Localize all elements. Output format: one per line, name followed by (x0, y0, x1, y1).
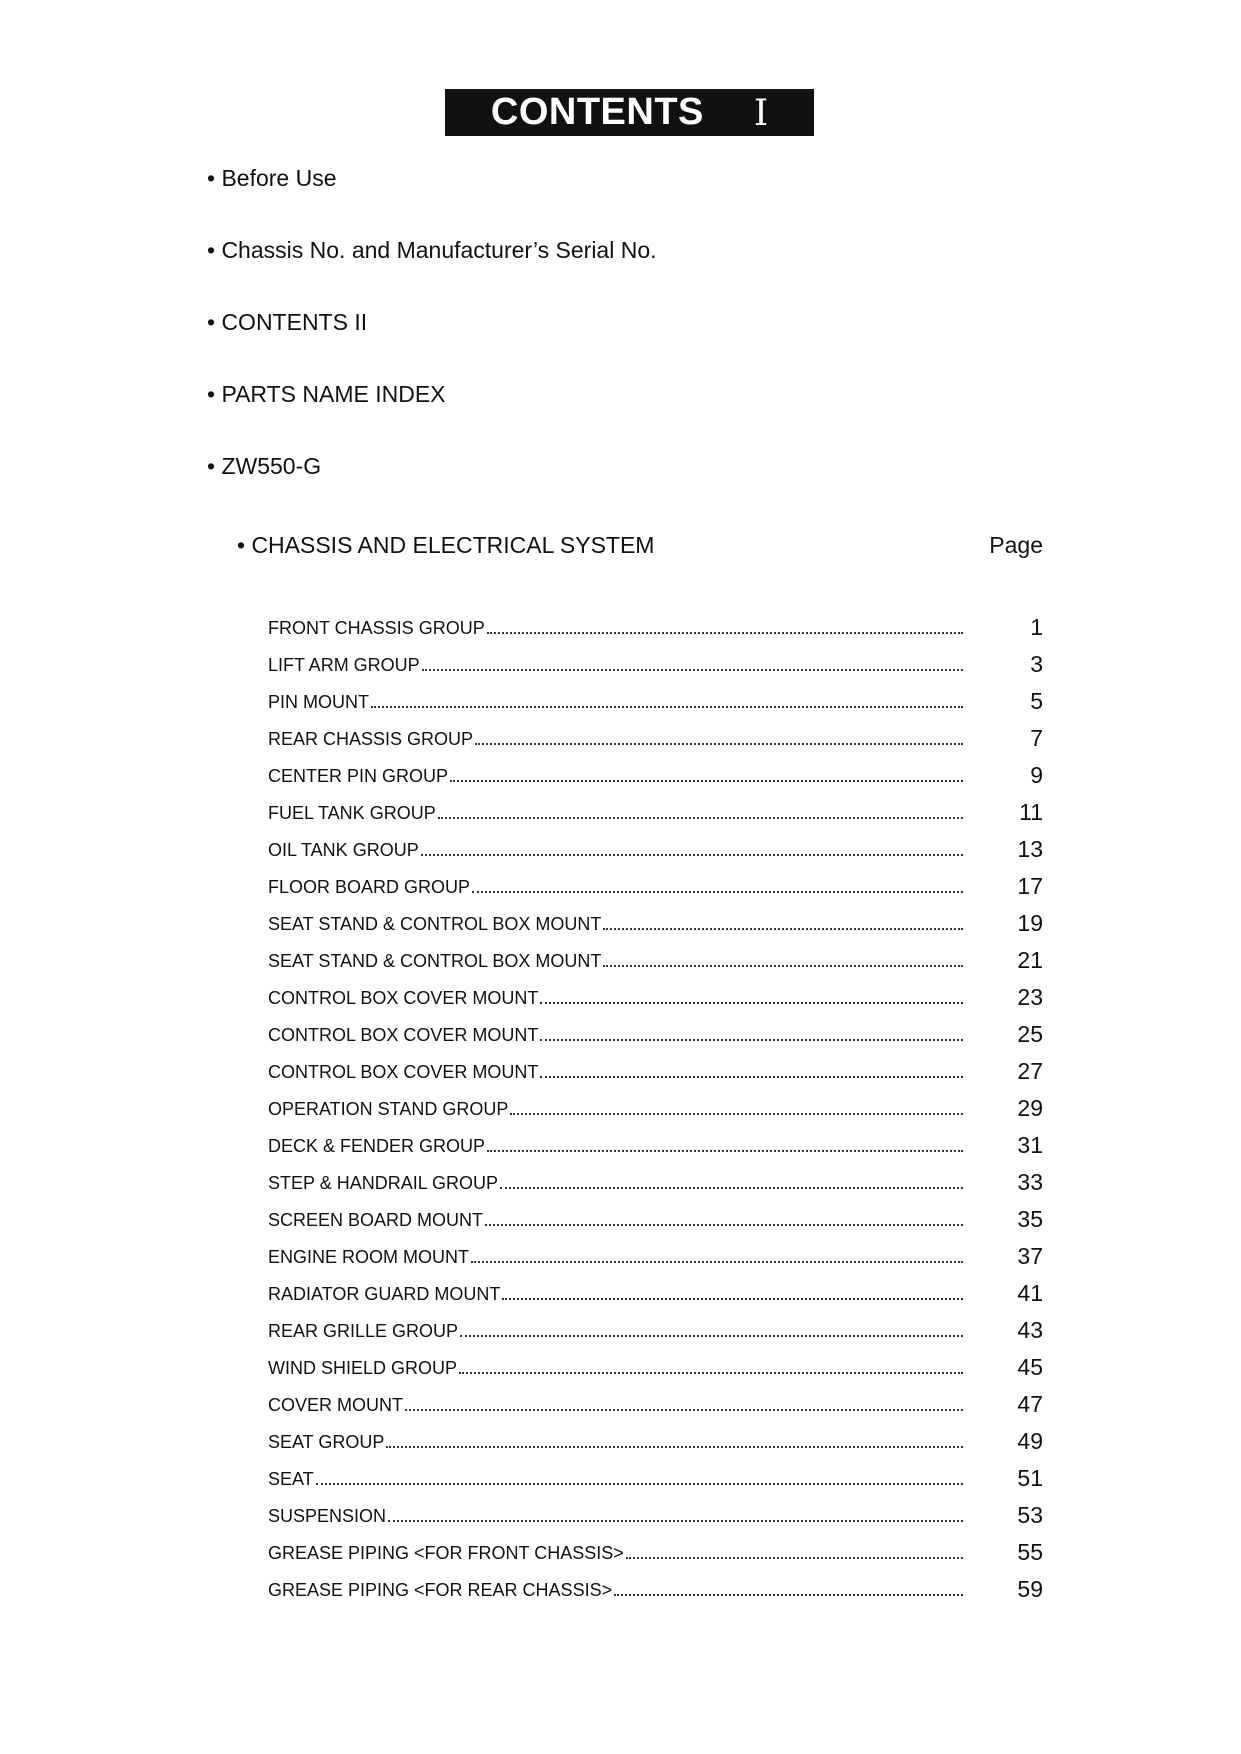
toc-entry[interactable] (268, 1416, 1043, 1453)
toc-link-contents-ii[interactable]: • CONTENTS II (207, 309, 368, 335)
toc-entry[interactable] (268, 1009, 1043, 1046)
toc-entry-page: 23 (1017, 984, 1043, 1010)
page-column-heading: Page (989, 532, 1043, 558)
toc-entry[interactable] (268, 1083, 1043, 1120)
toc-entry-label: LIFT ARM GROUP (268, 655, 420, 675)
dot-leader (475, 743, 963, 745)
toc-entry-label: FRONT CHASSIS GROUP (268, 618, 485, 638)
dot-leader (460, 1335, 963, 1337)
toc-entry[interactable] (268, 1453, 1043, 1490)
toc-entry-label: CONTROL BOX COVER MOUNT (268, 1025, 539, 1045)
toc-entry-label: ENGINE ROOM MOUNT (268, 1247, 469, 1267)
dot-leader (485, 1224, 963, 1226)
dot-leader (450, 780, 963, 782)
toc-entry-label: COVER MOUNT (268, 1395, 403, 1415)
toc-entry[interactable] (268, 972, 1043, 1009)
toc-entry-page: 47 (1017, 1391, 1043, 1417)
toc-entry[interactable] (268, 1527, 1043, 1564)
toc-link-chassis-serial[interactable]: • Chassis No. and Manufacturer’s Serial No. (207, 237, 657, 263)
dot-leader (316, 1483, 963, 1485)
dot-leader (626, 1557, 963, 1559)
toc-entry-label: SUSPENSION (268, 1506, 387, 1526)
dot-leader (487, 632, 963, 634)
toc-entry-page: 29 (1017, 1095, 1043, 1121)
toc-entry-label: FLOOR BOARD GROUP (268, 877, 471, 897)
toc-entry-label: PIN MOUNT (268, 692, 369, 712)
toc-entry-page: 55 (1017, 1539, 1043, 1565)
dot-leader (540, 1039, 963, 1041)
toc-entry[interactable] (268, 787, 1043, 824)
page-title: CONTENTS (490, 91, 704, 133)
toc-entry-page: 17 (1017, 873, 1043, 899)
dot-leader (471, 1261, 963, 1263)
toc-entry-page: 3 (1030, 651, 1043, 677)
toc-entry-page: 33 (1017, 1169, 1043, 1195)
toc-entry-label: WIND SHIELD GROUP (268, 1358, 458, 1378)
dot-leader (502, 1298, 963, 1300)
toc-entry[interactable] (268, 861, 1043, 898)
toc-entry-label: SEAT GROUP (268, 1432, 385, 1452)
dot-leader (603, 928, 963, 930)
toc-entry-label: FUEL TANK GROUP (268, 803, 436, 823)
toc-entry[interactable] (268, 639, 1043, 676)
toc-entry[interactable] (268, 1231, 1043, 1268)
toc-entry-label: SEAT (268, 1469, 314, 1489)
toc-entry-page: 53 (1017, 1502, 1043, 1528)
toc-entry-label: RADIATOR GUARD MOUNT (268, 1284, 501, 1304)
toc-entry-page: 43 (1017, 1317, 1043, 1343)
toc-entry-label: SCREEN BOARD MOUNT (268, 1210, 484, 1230)
toc-entry-page: 35 (1017, 1206, 1043, 1232)
dot-leader (472, 891, 963, 893)
toc-link-before-use[interactable]: • Before Use (207, 165, 337, 191)
dot-leader (540, 1002, 963, 1004)
toc-entry[interactable] (268, 676, 1043, 713)
dot-leader (510, 1113, 963, 1115)
toc-entry[interactable] (268, 898, 1043, 935)
toc-entry-label: DECK & FENDER GROUP (268, 1136, 486, 1156)
toc-entry-label: GREASE PIPING <FOR FRONT CHASSIS> (268, 1543, 624, 1563)
toc-entry-page: 41 (1017, 1280, 1043, 1306)
toc-entry[interactable] (268, 1157, 1043, 1194)
toc-entry[interactable] (268, 1564, 1043, 1601)
toc-entry-label: OIL TANK GROUP (268, 840, 419, 860)
dot-leader (614, 1594, 963, 1596)
dot-leader (422, 669, 963, 671)
toc-entry[interactable] (268, 1490, 1043, 1527)
toc-entry-label: SEAT STAND & CONTROL BOX MOUNT (268, 914, 602, 934)
dot-leader (540, 1076, 963, 1078)
dot-leader (371, 706, 963, 708)
toc-entry[interactable] (268, 1342, 1043, 1379)
toc-entry-page: 51 (1017, 1465, 1043, 1491)
toc-entry[interactable] (268, 1268, 1043, 1305)
toc-entry-page: 59 (1017, 1576, 1043, 1602)
toc-entry-label: STEP & HANDRAIL GROUP (268, 1173, 499, 1193)
toc-entry-label: REAR GRILLE GROUP (268, 1321, 459, 1341)
dot-leader (405, 1409, 963, 1411)
page-title-numeral: Ⅰ (753, 92, 769, 133)
toc-entry-page: 7 (1030, 725, 1043, 751)
toc-entry[interactable] (268, 1046, 1043, 1083)
toc-entry-page: 25 (1017, 1021, 1043, 1047)
toc-entry-label: CENTER PIN GROUP (268, 766, 449, 786)
dot-leader (487, 1150, 963, 1152)
toc-entry[interactable] (268, 713, 1043, 750)
toc-entry-page: 21 (1017, 947, 1043, 973)
toc-entry-page: 9 (1030, 762, 1043, 788)
toc-entry-label: CONTROL BOX COVER MOUNT (268, 1062, 539, 1082)
toc-entry[interactable] (268, 750, 1043, 787)
dot-leader (459, 1372, 963, 1374)
dot-leader (386, 1446, 963, 1448)
toc-entry-page: 13 (1017, 836, 1043, 862)
toc-link-model[interactable]: • ZW550-G (207, 453, 322, 479)
toc-entry-page: 1 (1030, 614, 1043, 640)
toc-entry-page: 11 (1019, 799, 1043, 825)
toc-entry[interactable] (268, 1379, 1043, 1416)
dot-leader (438, 817, 963, 819)
toc-entry-page: 19 (1017, 910, 1043, 936)
toc-entry[interactable] (268, 824, 1043, 861)
toc-entry-label: GREASE PIPING <FOR REAR CHASSIS> (268, 1580, 613, 1600)
toc-entry-label: CONTROL BOX COVER MOUNT (268, 988, 539, 1008)
toc-entry-page: 49 (1017, 1428, 1043, 1454)
dot-leader (421, 854, 963, 856)
toc-entry-label: OPERATION STAND GROUP (268, 1099, 509, 1119)
dot-leader (388, 1520, 963, 1522)
toc-entry-label: SEAT STAND & CONTROL BOX MOUNT (268, 951, 602, 971)
toc-entry[interactable] (268, 602, 1043, 639)
dot-leader (500, 1187, 963, 1189)
toc-entry[interactable] (268, 935, 1043, 972)
toc-entry-page: 27 (1017, 1058, 1043, 1084)
toc-entry-page: 45 (1017, 1354, 1043, 1380)
toc-link-parts-name-index[interactable]: • PARTS NAME INDEX (207, 381, 446, 407)
toc-entry-page: 31 (1017, 1132, 1043, 1158)
toc-entry[interactable] (268, 1194, 1043, 1231)
contents-title-banner (445, 89, 814, 136)
toc-entry-page: 5 (1030, 688, 1043, 714)
toc-entry[interactable] (268, 1120, 1043, 1157)
toc-entry-label: REAR CHASSIS GROUP (268, 729, 474, 749)
toc-entry[interactable] (268, 1305, 1043, 1342)
dot-leader (603, 965, 963, 967)
section-heading: • CHASSIS AND ELECTRICAL SYSTEM (237, 532, 655, 558)
toc-list (268, 602, 1043, 1601)
toc-entry-page: 37 (1017, 1243, 1043, 1269)
